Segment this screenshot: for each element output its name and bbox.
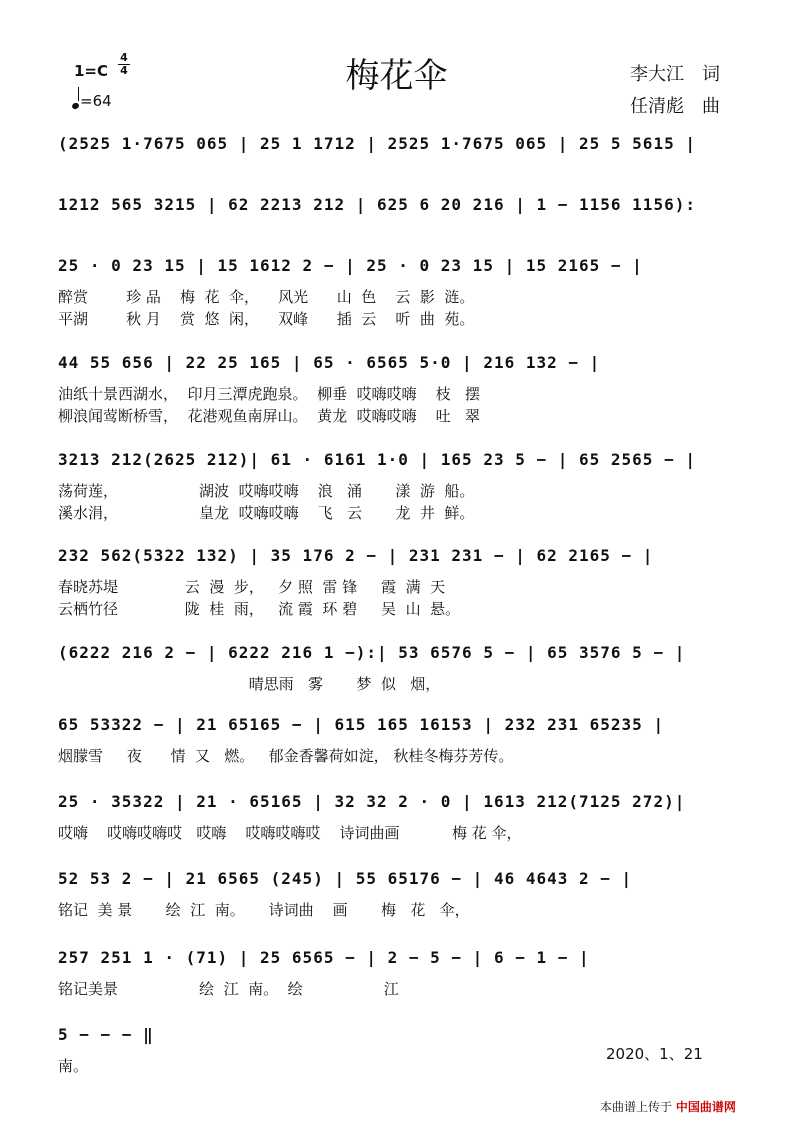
lyric-line-1: 哎嗨 哎嗨哎嗨哎 哎嗨 哎嗨哎嗨哎 诗词曲画 梅 花 伞， [58, 824, 522, 842]
key-signature: 1=C [74, 62, 109, 80]
lyric-line-1: 铭记 美 景 绘 江 南。 诗词曲 画 梅 花 伞， [58, 901, 470, 919]
time-signature-top: 4 [120, 51, 128, 64]
notation-line: (6222 216 2 − | 6222 216 1 −):| 53 6576 5 − | 65 3576 5 − | [58, 643, 686, 662]
notation-line: 44 55 656 | 22 25 165 | 65 · 6565 5·0 | 216 132 − | [58, 353, 601, 372]
lyric-line-2: 柳浪闻莺断桥雪， 花港观鱼南屏山。 黄龙 哎嗨哎嗨 吐 翠 [58, 407, 480, 425]
lyric-line-1: 烟朦雪 夜 情 又 燃。 郁金香馨荷如淀， 秋桂冬梅芬芳传。 [58, 747, 514, 765]
note-stem [78, 87, 79, 101]
site-logo: 中国曲谱网 [675, 1100, 736, 1114]
lyric-line-1: 晴思雨 雾 梦 似 烟， [58, 675, 441, 693]
time-signature-bottom: 4 [118, 64, 130, 77]
notation-line: 5 − − − ‖ [58, 1025, 154, 1044]
lyric-line-1: 铭记美景 绘 江 南。 绘 江 [58, 980, 399, 998]
lyric-line-1: 荡荷莲， 湖波 哎嗨哎嗨 浪 涌 漾 游 船。 [58, 482, 475, 500]
notation-line: 25 · 0 23 15 | 15 1612 2 − | 25 · 0 23 15 | 15 2165 − | [58, 256, 643, 275]
notation-line: 65 53322 − | 21 65165 − | 615 165 16153 | 232 231 65235 | [58, 715, 665, 734]
date-stamp: 2020、1、21 [606, 1045, 703, 1063]
notation-line: (2525 1·7675 065 | 25 1 1712 | 2525 1·7675 065 | 25 5 5615 | [58, 134, 696, 153]
lyric-line-1: 油纸十景西湖水， 印月三潭虎跑泉。 柳垂 哎嗨哎嗨 枝 摆 [58, 385, 480, 403]
notation-line: 25 · 35322 | 21 · 65165 | 32 32 2 · 0 | 1613 212(7125 272)| [58, 792, 686, 811]
lyric-line-1: 南。 [58, 1057, 89, 1075]
song-title: 梅花伞 [345, 56, 448, 96]
time-signature [118, 52, 130, 77]
upload-text: 本曲谱上传于 [600, 1100, 673, 1114]
lyric-line-1: 醉赏 珍 品 梅 花 伞， 风光 山 色 云 影 涟。 [58, 288, 475, 306]
notation-line: 257 251 1 · (71) | 25 6565 − | 2 − 5 − | 6 − 1 − | [58, 948, 590, 967]
quarter-note-icon [71, 102, 80, 110]
lyric-line-2: 溪水涓， 皇龙 哎嗨哎嗨 飞 云 龙 井 鲜。 [58, 504, 475, 522]
lyric-line-2: 平湖 秋 月 赏 悠 闲， 双峰 插 云 听 曲 苑。 [58, 310, 475, 328]
lyricist-credit: 李大江 词 [630, 64, 720, 85]
notation-line: 52 53 2 − | 21 6565 (245) | 55 65176 − | 46 4643 2 − | [58, 869, 633, 888]
notation-line: 232 562(5322 132) | 35 176 2 − | 231 231 − | 62 2165 − | [58, 546, 654, 565]
tempo-marking [72, 92, 112, 110]
notation-line: 1212 565 3215 | 62 2213 212 | 625 6 20 216 | 1 − 1156 1156): [58, 195, 696, 214]
composer-credit: 任清彪 曲 [630, 96, 720, 117]
tempo-value: =64 [80, 92, 112, 110]
upload-footer [600, 1098, 736, 1115]
notation-line: 3213 212(2625 212)| 61 · 6161 1·0 | 165 23 5 − | 65 2565 − | [58, 450, 696, 469]
lyric-line-2: 云栖竹径 陇 桂 雨， 流 霞 环 碧 吴 山 悬。 [58, 600, 461, 618]
lyric-line-1: 春晓苏堤 云 漫 步， 夕 照 雷 锋 霞 满 天 [58, 578, 446, 596]
